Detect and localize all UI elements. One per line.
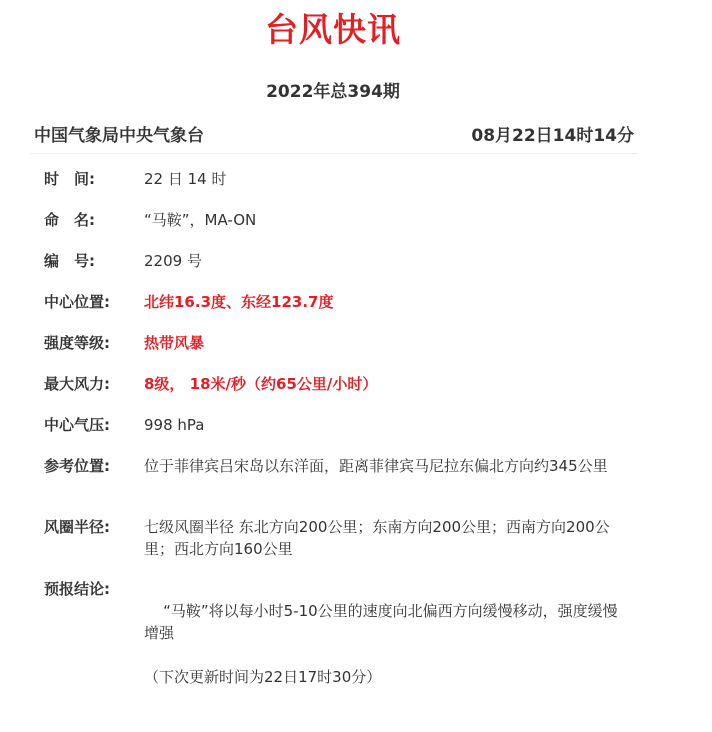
field-value: 998 hPa <box>144 416 205 434</box>
field-value: 22 日 14 时 <box>144 170 227 188</box>
field-label: 中心位置: <box>44 293 110 311</box>
field-value: 2209 号 <box>144 252 202 270</box>
agency-name: 中国气象局中央气象台 <box>34 126 204 146</box>
issue-number: 2022年总394期 <box>266 82 400 102</box>
next-update-note: （下次更新时间为22日17时30分） <box>144 668 382 686</box>
field-label: 强度等级: <box>44 334 110 352</box>
field-value: 北纬16.3度、东经123.7度 <box>144 293 334 311</box>
page-title: 台风快讯 <box>265 10 401 49</box>
field-label: 命 名: <box>44 211 95 229</box>
publish-timestamp: 08月22日14时14分 <box>471 126 634 146</box>
header-row <box>34 124 634 150</box>
field-value: “马鞍”，MA-ON <box>144 211 257 229</box>
field-label: 最大风力: <box>44 375 110 393</box>
field-value: 七级风圈半径 东北方向200公里；东南方向200公里；西南方向200公里；西北方向160公里 <box>144 518 610 558</box>
field-value-wrapper <box>144 578 624 732</box>
field-label: 参考位置: <box>44 457 110 475</box>
field-label: 编 号: <box>44 252 95 270</box>
field-label: 风圈半径: <box>44 518 110 536</box>
field-value: “马鞍”将以每小时5-10公里的速度向北偏西方向缓慢移动，强度缓慢增强 <box>144 602 618 642</box>
field-label: 时 间: <box>44 170 95 188</box>
field-value: 8级， 18米/秒（约65公里/小时） <box>144 375 378 393</box>
header-divider <box>30 153 638 154</box>
field-value: 位于菲律宾吕宋岛以东洋面，距离菲律宾马尼拉东偏北方向约345公里 <box>144 457 608 475</box>
field-value: 热带风暴 <box>144 334 205 352</box>
field-label: 预报结论: <box>44 580 110 598</box>
field-label: 中心气压: <box>44 416 110 434</box>
